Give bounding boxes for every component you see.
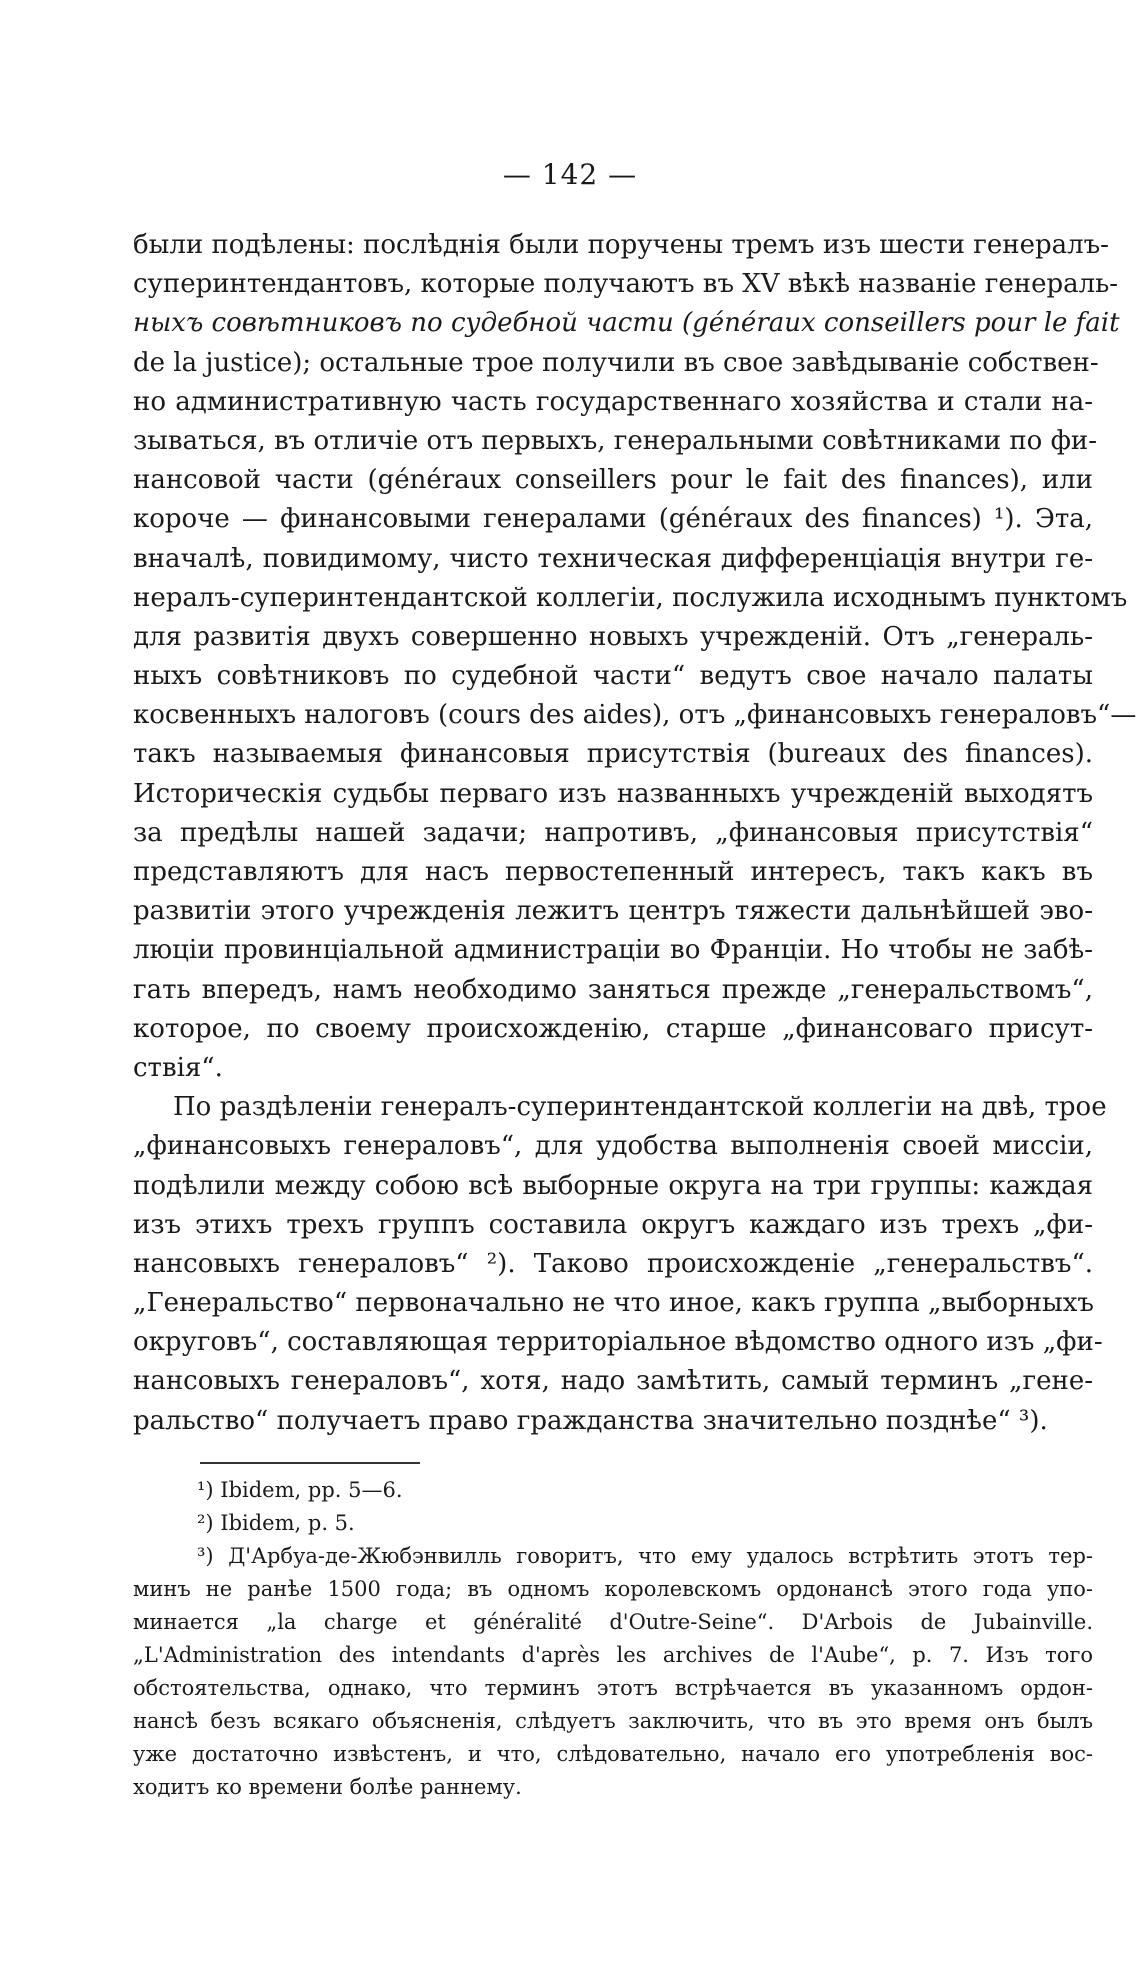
text-line: такъ называемыя финансовыя присутствія (bureaux des finances). — [133, 739, 1093, 770]
footnote-line: нансѣ безъ всякаго объясненія, слѣдуетъ заключить, что въ это время онъ былъ — [133, 1709, 1093, 1733]
text-line: изъ этихъ трехъ группъ составила округъ каждаго изъ трехъ „фи- — [133, 1209, 1093, 1240]
text-line: представляютъ для насъ первостепенный интересъ, такъ какъ въ — [133, 857, 1093, 887]
text-line: „Генеральство“ первоначально не что иное, какъ группа „выборныхъ — [133, 1288, 1094, 1319]
text-line: развитіи этого учрежденія лежитъ центръ тяжести дальнѣйшей эво- — [133, 896, 1093, 927]
text-line: Историческія судьбы перваго изъ названныхъ учрежденій выходятъ — [133, 778, 1093, 809]
text-line: нансовой части (généraux conseillers pour le fait des finances), или — [133, 465, 1093, 496]
text-line: нансовыхъ генераловъ“, хотя, надо замѣтить, самый терминъ „гене- — [133, 1366, 1093, 1397]
text-line: нералъ-суперинтендантской коллегіи, послужила исходнымъ пунктомъ — [133, 582, 1128, 613]
text-line: зываться, въ отличіе отъ первыхъ, генеральными совѣтниками по фи- — [133, 425, 1098, 456]
text-line: были подѣлены: послѣднія были поручены тремъ изъ шести генералъ- — [133, 230, 1109, 260]
text-line: гать впередъ, намъ необходимо заняться прежде „генеральствомъ“, — [133, 974, 1093, 1005]
footnotes — [133, 1474, 1093, 1804]
text-line: По раздѣленіи генералъ-суперинтендантской коллегіи на двѣ, трое — [173, 1092, 1107, 1123]
footnote-line: минъ не ранѣе 1500 года; въ одномъ королевскомъ ордонансѣ этого года упо- — [133, 1577, 1093, 1601]
text-line: ныхъ совѣтниковъ по судебной части (généraux conseillers pour le fait — [133, 308, 1120, 339]
footnote-divider — [200, 1462, 420, 1464]
text-line: короче — финансовыми генералами (généraux des finances) ¹). Эта, — [133, 504, 1093, 535]
text-line: „финансовыхъ генераловъ“, для удобства выполненія своей миссіи, — [133, 1131, 1093, 1162]
page-number: — 142 — — [502, 158, 638, 191]
text-line: но административную часть государственнаго хозяйства и стали на- — [133, 386, 1093, 417]
footnote-line: минается „la charge et généralité d'Outre-Seine“. D'Arbois de Jubainville. — [133, 1610, 1093, 1634]
text-line: ствія“. — [133, 1052, 223, 1083]
text-line: de la justice); остальные трое получили въ свое завѣдываніе собствен- — [133, 347, 1099, 378]
text-line: для развитія двухъ совершенно новыхъ учрежденій. Отъ „генераль- — [133, 621, 1093, 652]
text-line: ныхъ совѣтниковъ по судебной части“ ведутъ свое начало палаты — [133, 661, 1093, 692]
text-line: нансовыхъ генераловъ“ ²). Таково происхожденіе „генеральствъ“. — [133, 1248, 1093, 1279]
text-line: косвенныхъ налоговъ (cours des aides), отъ „финансовыхъ генераловъ“— — [133, 700, 1137, 731]
text-line: подѣлили между собою всѣ выборные округа на три группы: каждая — [133, 1170, 1093, 1201]
text-line: которое, по своему происхожденію, старше „финансоваго присут- — [133, 1013, 1093, 1044]
footnote-line: ³) Д'Арбуа-де-Жюбэнвилль говоритъ, что ему удалось встрѣтить этотъ тер- — [197, 1544, 1093, 1568]
text-line: за предѣлы нашей задачи; напротивъ, „финансовыя присутствія“ — [133, 817, 1093, 848]
main-text — [133, 226, 1137, 1441]
text-line: люціи провинціальной администраціи во Франціи. Но чтобы не забѣ- — [133, 935, 1093, 966]
footnote-line: „L'Administration des intendants d'après les archives de l'Aube“, p. 7. Изъ того — [133, 1643, 1093, 1667]
footnote-line: обстоятельства, однако, что терминъ этотъ встрѣчается въ указанномъ ордон- — [133, 1676, 1093, 1700]
text-line: вначалѣ, повидимому, чисто техническая дифференціація внутри ге- — [133, 543, 1093, 574]
footnote-line: уже достаточно извѣстенъ, и что, слѣдовательно, начало его употребленія вос- — [133, 1742, 1093, 1766]
footnote-line: ¹) Ibidem, pp. 5—6. — [197, 1478, 403, 1502]
text-line: округовъ“, составляющая территоріальное вѣдомство одного изъ „фи- — [133, 1327, 1103, 1358]
footnote-line: ходитъ ко времени болѣе раннему. — [133, 1775, 522, 1799]
text-line: ральство“ получаетъ право гражданства значительно позднѣе“ ³). — [133, 1405, 1048, 1436]
footnote-line: ²) Ibidem, p. 5. — [197, 1511, 355, 1535]
text-line: суперинтендантовъ, которые получаютъ въ XV вѣкѣ названіе генераль- — [133, 269, 1119, 300]
